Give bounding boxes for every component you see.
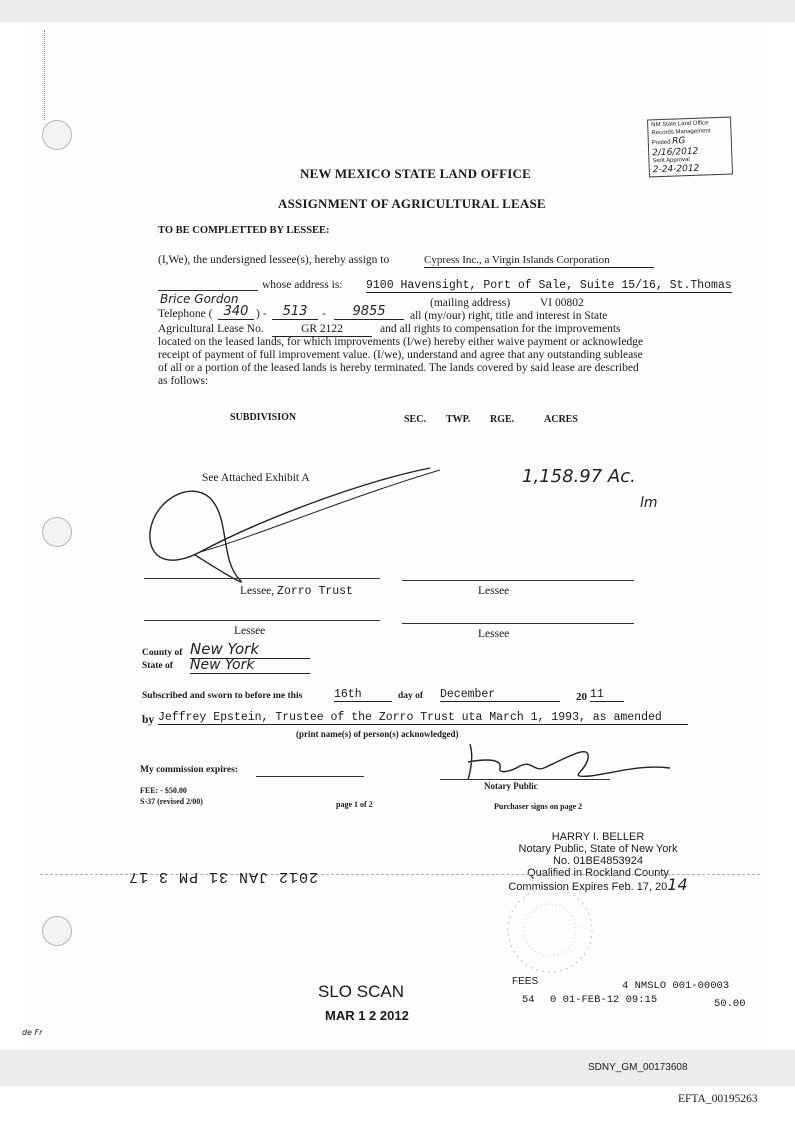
land-description: See Attached Exhibit A <box>202 472 310 484</box>
col-sec: SEC. <box>404 414 426 425</box>
receipt-line1: 4 NMSLO 001-00003 <box>622 980 730 992</box>
by-label: by <box>142 714 155 726</box>
state-value: New York <box>190 657 310 674</box>
received-stamp <box>647 117 733 178</box>
efta-number: EFTA_00195263 <box>678 1093 758 1105</box>
form-number: S-37 (revised 2/00) <box>140 797 203 806</box>
phone-line: 9855 <box>334 304 404 320</box>
blank-line <box>158 290 258 291</box>
receipt-datetime: 0 01-FEB-12 09:15 <box>550 994 658 1006</box>
signature-line <box>144 578 380 579</box>
stamp-line: Records Management <box>651 127 711 136</box>
receipt-code: 54 <box>522 994 535 1006</box>
slo-scan-label: SLO SCAN <box>318 982 404 1001</box>
lessee-signature <box>140 460 440 600</box>
acres-handwritten: 1,158.97 Ac. <box>522 466 636 487</box>
notary-line3: No. 01BE4853924 <box>553 855 643 867</box>
commission-line <box>256 776 364 777</box>
stamp-line: NM State Land Office <box>651 120 709 129</box>
lessee4-label: Lessee <box>478 628 510 640</box>
lease-label: Agricultural Lease No. <box>158 323 264 335</box>
notary-line <box>440 779 610 780</box>
office-title: NEW MEXICO STATE LAND OFFICE <box>300 166 531 181</box>
address-value: 9100 Havensight, Port of Sale, Suite 15/16, St.Thomas <box>366 279 732 292</box>
rights-text: all (my/our) right, title and interest in State <box>410 310 608 322</box>
lease-number: GR 2122 <box>272 323 372 337</box>
notary-line4: Qualified in Rockland County <box>527 867 669 879</box>
stamp-label: Posted <box>651 139 671 147</box>
bates-number: SDNY_GM_00173608 <box>588 1062 688 1073</box>
year-prefix: 20 <box>576 691 587 703</box>
assign-intro: (I,We), the undersigned lessee(s), hereby assign to <box>158 254 390 266</box>
lease-paragraph: and all rights to compensation for the improvements located on the leased lands, for which improvements (I/we) hereby either waive payment or acknowledge receipt of payment of full improvement value. (I/we), understand and agree that any outstanding sublease of all or a portion of the leased lands is hereby terminated. The lands covered by said lease are described as follows: <box>158 323 644 387</box>
signature-line <box>402 623 634 624</box>
notary-line2: Notary Public, State of New York <box>518 843 678 855</box>
county-label: County of <box>142 648 183 658</box>
lessee2-label: Lessee <box>478 585 510 597</box>
form-title: ASSIGNMENT OF AGRICULTURAL LEASE <box>278 196 546 211</box>
instruction-label: TO BE COMPLETTED BY LESSEE: <box>158 225 330 236</box>
zip-code: VI 00802 <box>540 297 584 309</box>
address-label: whose address is: <box>262 279 343 291</box>
phone-sep: - <box>322 308 326 320</box>
contact-name: Brice Gordon <box>160 292 239 306</box>
receipt-amount: 50.00 <box>714 998 746 1010</box>
day-of-label: day of <box>398 691 424 701</box>
telephone-text: Telephone <box>158 308 206 320</box>
col-rge: RGE. <box>490 414 515 425</box>
lessee1-name: Zorro Trust <box>277 585 353 598</box>
day-value: 16th <box>334 688 392 702</box>
stamp-date: 2-24-2012 <box>652 163 700 176</box>
phone-prefix: 513 <box>272 304 318 320</box>
lessee-label: Lessee <box>240 585 272 597</box>
notary-line5: Commission Expires Feb. 17, 20 <box>508 881 668 893</box>
persons-value: Jeffrey Epstein, Trustee of the Zorro Trust uta March 1, 1993, as amended <box>158 711 688 725</box>
fee-text: FEE: - $50.00 <box>140 786 187 795</box>
mailing-label: (mailing address) <box>430 297 511 309</box>
signature-line <box>402 580 634 581</box>
signature-line <box>144 620 380 621</box>
notary-public-label: Notary Public <box>484 781 538 791</box>
punch-hole <box>42 517 72 547</box>
notary-name: HARRY I. BELLER <box>551 831 645 843</box>
month-value: December <box>440 688 560 702</box>
print-names-label: (print name(s) of person(s) acknowledged) <box>296 729 459 739</box>
commission-label: My commission expires: <box>140 765 238 775</box>
page-number: page 1 of 2 <box>336 800 373 809</box>
notary-signature <box>440 738 680 788</box>
scan-date: MAR 1 2 2012 <box>325 1008 409 1023</box>
telephone-label: Telephone ( <box>158 308 213 320</box>
top-margin-bar <box>0 0 795 22</box>
lessee1-label: Lessee, Zorro Trust <box>240 585 353 598</box>
stamp-handwriting: RG <box>671 136 686 147</box>
subscribed-label: Subscribed and sworn to before me this <box>142 691 303 701</box>
purchaser-note: Purchaser signs on page 2 <box>494 802 583 811</box>
county-value: New York <box>190 640 310 659</box>
lessee3-label: Lessee <box>234 625 266 637</box>
year-value: 11 <box>590 688 624 702</box>
punch-hole <box>42 120 72 150</box>
col-twp: TWP. <box>446 414 471 425</box>
stamp-label: Sent Approval <box>652 156 690 164</box>
col-subdivision: SUBDIVISION <box>230 412 297 423</box>
notary-year: 14 <box>667 875 688 894</box>
initials: lm <box>640 495 658 511</box>
embossed-seal <box>490 880 610 980</box>
stamp-date: 2/16/2012 <box>652 146 699 158</box>
margin-mark <box>44 30 45 120</box>
punch-hole <box>42 916 72 946</box>
fees-label: FEES <box>512 976 539 987</box>
phone-sep: ) - <box>256 308 267 320</box>
margin-note: de Fr <box>22 1028 43 1037</box>
rotated-filing-stamp: 2012 JAN 31 PM 3 17 <box>128 868 319 885</box>
phone-area: 340 <box>218 304 254 320</box>
col-acres: ACRES <box>544 414 578 425</box>
assignee-name: Cypress Inc., a Virgin Islands Corporation <box>424 254 654 268</box>
state-label: State of <box>142 661 173 671</box>
